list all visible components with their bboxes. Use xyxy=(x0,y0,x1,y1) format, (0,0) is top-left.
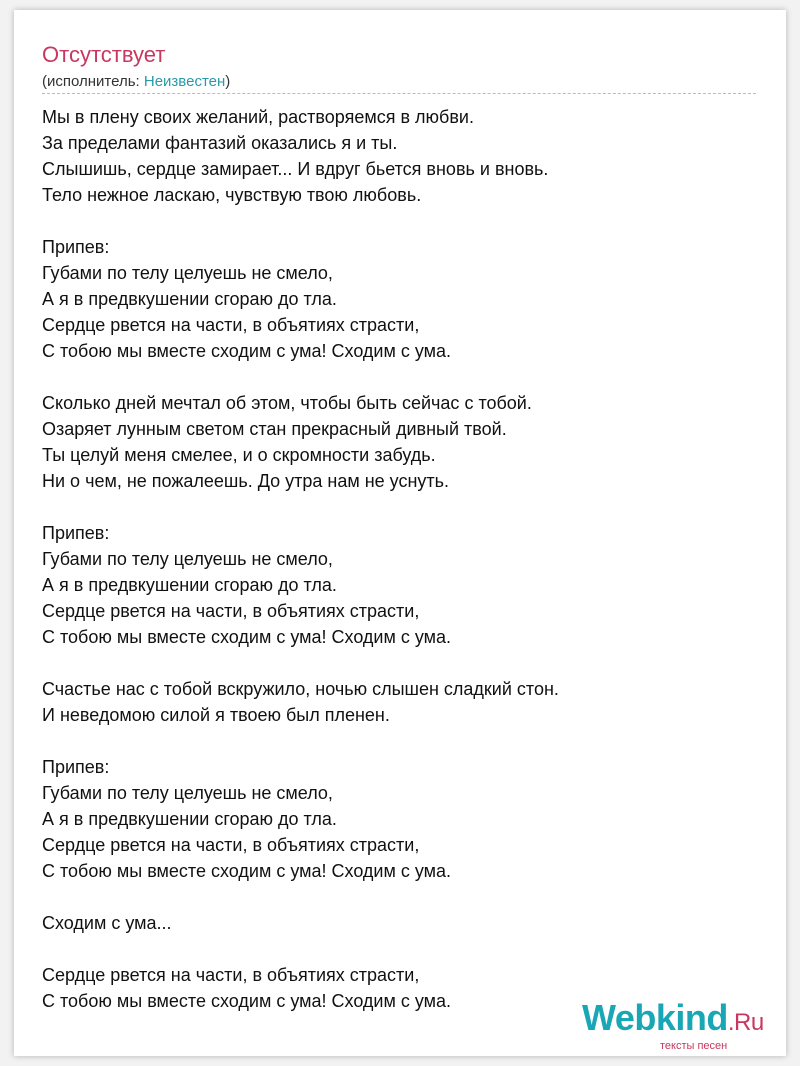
title-divider xyxy=(42,93,756,94)
lyrics-line: Сердце рвется на части, в объятиях страсти, xyxy=(42,601,420,621)
lyrics-line: А я в предвкушении сгораю до тла. xyxy=(42,289,337,309)
lyrics-line: Озаряет лунным светом стан прекрасный дивный твой. xyxy=(42,419,507,439)
artist-line xyxy=(42,73,230,91)
lyrics-line: С тобою мы вместе сходим с ума! Сходим с ума. xyxy=(42,991,452,1011)
lyrics-line: Губами по телу целуешь не смело, xyxy=(42,549,333,569)
lyrics-line: Припев: xyxy=(42,237,110,257)
lyrics-blank-line xyxy=(42,364,762,390)
lyrics-line: Слышишь, сердце замирает... И вдруг бьется вновь и вновь. xyxy=(42,159,549,179)
lyrics-line: Сердце рвется на части, в объятиях страсти, xyxy=(42,835,420,855)
lyrics-line: Припев: xyxy=(42,757,110,777)
lyrics-blank-line xyxy=(42,208,762,234)
lyrics-line: Сердце рвется на части, в объятиях страсти, xyxy=(42,315,420,335)
lyrics-line: Губами по телу целуешь не смело, xyxy=(42,783,333,803)
lyrics-line: С тобою мы вместе сходим с ума! Сходим с ума. xyxy=(42,861,452,881)
lyrics-line: Ни о чем, не пожалеешь. До утра нам не уснуть. xyxy=(42,471,450,491)
logo-tagline: тексты песен xyxy=(660,1040,728,1052)
lyrics-blank-line xyxy=(42,728,762,754)
artist-prefix: (исполнитель: xyxy=(42,73,144,90)
song-title: Отсутствует xyxy=(42,42,166,67)
lyrics-line: Сколько дней мечтал об этом, чтобы быть сейчас с тобой. xyxy=(42,393,532,413)
lyrics-body xyxy=(42,104,762,1014)
lyrics-line: Губами по телу целуешь не смело, xyxy=(42,263,333,283)
lyrics-line: Сердце рвется на части, в объятиях страсти, xyxy=(42,965,420,985)
lyrics-line: Ты целуй меня смелее, и о скромности забудь. xyxy=(42,445,436,465)
lyrics-line: А я в предвкушении сгораю до тла. xyxy=(42,575,337,595)
lyrics-line: За пределами фантазий оказались я и ты. xyxy=(42,133,398,153)
webkind-logo xyxy=(582,998,764,1043)
lyrics-blank-line xyxy=(42,884,762,910)
lyrics-blank-line xyxy=(42,650,762,676)
logo-brand: Webkind xyxy=(582,997,728,1038)
lyrics-line: И неведомою силой я твоею был пленен. xyxy=(42,705,390,725)
lyrics-line: С тобою мы вместе сходим с ума! Сходим с ума. xyxy=(42,627,452,647)
logo-tld: .Ru xyxy=(727,1009,764,1036)
artist-suffix: ) xyxy=(225,73,231,90)
lyrics-sheet xyxy=(14,10,786,1056)
lyrics-line: Припев: xyxy=(42,523,110,543)
lyrics-line: Тело нежное ласкаю, чувствую твою любовь. xyxy=(42,185,422,205)
lyrics-line: Мы в плену своих желаний, растворяемся в любви. xyxy=(42,107,474,127)
lyrics-line: Сходим с ума... xyxy=(42,913,172,933)
lyrics-blank-line xyxy=(42,494,762,520)
lyrics-line: Счастье нас с тобой вскружило, ночью слышен сладкий стон. xyxy=(42,679,559,699)
lyrics-line: С тобою мы вместе сходим с ума! Сходим с ума. xyxy=(42,341,452,361)
lyrics-line: А я в предвкушении сгораю до тла. xyxy=(42,809,337,829)
lyrics-blank-line xyxy=(42,936,762,962)
artist-link[interactable]: Неизвестен xyxy=(143,73,226,90)
